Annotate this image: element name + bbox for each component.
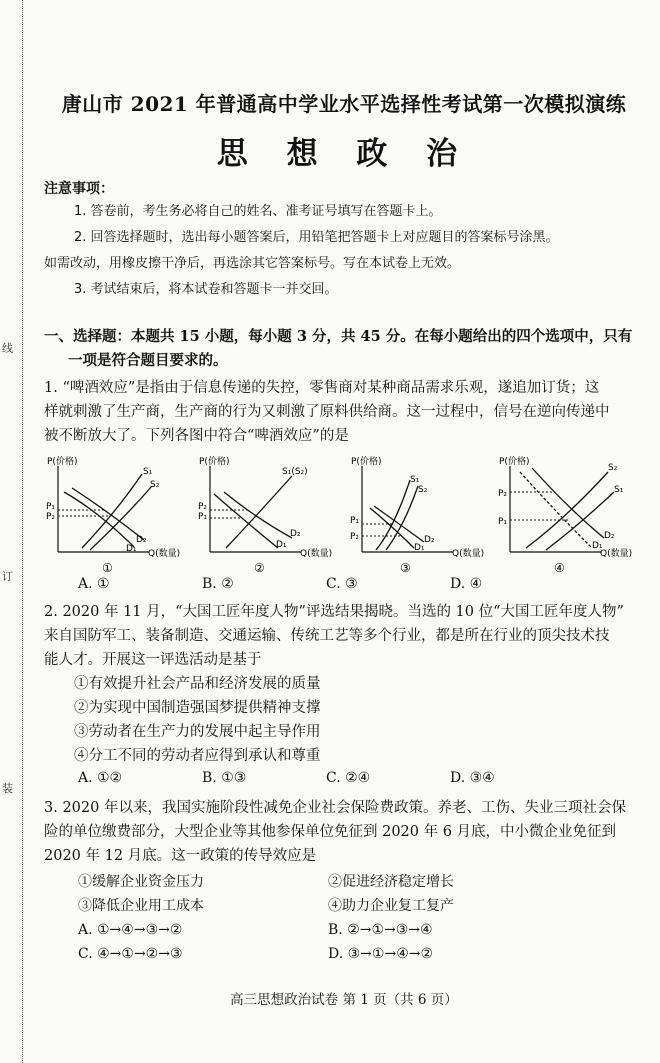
p2-label: P₂ [198, 502, 208, 512]
notice-item: 1. 答卷前，考生务必将自己的姓名、准考证号填写在答题卡上。 [74, 204, 442, 219]
p-axis-label: P(价格) [199, 457, 230, 467]
d2-curve [532, 468, 604, 538]
d2-label: D₂ [424, 535, 435, 545]
s2-label: S₂ [418, 485, 428, 495]
d1-label: D₁ [414, 543, 425, 553]
q1-line: 1. “啤酒效应”是指由于信息传递的失控，零售商对某种商品需求乐观，遂追加订货；这 [44, 380, 600, 396]
binding-mark: 装 [2, 782, 13, 795]
question-2 [44, 600, 650, 768]
d2-label: D₂ [604, 531, 615, 541]
graph-number: ③ [400, 561, 411, 575]
option-b: B. ② [202, 576, 234, 592]
q3-statement: ①缓解企业资金压力 [78, 874, 204, 890]
d2-curve [374, 506, 424, 542]
option-d: D. ③④ [450, 770, 495, 786]
graph-4 [496, 452, 636, 580]
graph-1-svg [44, 452, 184, 580]
s1-label: S₁ [614, 485, 624, 495]
page-footer: 高三思想政治试卷 第 1 页（共 6 页） [230, 992, 458, 1008]
section-line: 一项是符合题目要求的。 [68, 352, 228, 369]
graph-4-svg [496, 452, 646, 580]
q3-statement: ②促进经济稳定增长 [328, 874, 454, 890]
d1-curve [520, 472, 592, 548]
q3-statement: ③降低企业用工成本 [78, 898, 204, 914]
p1-label: P₁ [198, 512, 208, 522]
graph-3 [348, 452, 488, 580]
p1-label: P₁ [498, 517, 508, 527]
d2-label: D₂ [290, 529, 301, 539]
q2-line: 来自国防军工、装备制造、交通运输、传统工艺等多个行业，都是所在行业的顶尖技术技 [44, 628, 610, 644]
p-axis-label: P(价格) [351, 457, 382, 467]
q2-statement: ①有效提升社会产品和经济发展的质量 [74, 676, 321, 692]
notice-list [44, 200, 644, 301]
p2-label: P₂ [350, 532, 360, 542]
notice-item: 2. 回答选择题时，选出每小题答案后，用铅笔把答题卡上对应题目的答案标号涂黑。 [74, 230, 559, 245]
option-d: D. ④ [450, 576, 483, 592]
s2-curve [526, 472, 608, 548]
option-b: B. ②→①→③→④ [328, 922, 433, 938]
section-line: 一、选择题：本题共 15 小题，每小题 3 分，共 45 分。在每小题给出的四个选项中，只有 [44, 328, 633, 345]
graph-number: ① [102, 561, 113, 575]
q-axis-label: Q(数量) [148, 549, 181, 559]
p2-label: P₂ [46, 512, 56, 522]
s1s2-label: S₁(S₂) [282, 467, 308, 477]
graph-3-svg [348, 452, 488, 580]
question-1 [44, 376, 650, 448]
q3-statements [78, 870, 578, 966]
p1-label: P₁ [46, 502, 56, 512]
option-a: A. ①→④→③→② [78, 922, 183, 938]
option-a: A. ① [78, 576, 110, 592]
p2-label: P₂ [498, 489, 508, 499]
graph-number: ② [254, 561, 265, 575]
p1-label: P₁ [350, 516, 360, 526]
subject-title: 思 想 政 治 [216, 136, 472, 172]
q-axis-label: Q(数量) [452, 549, 485, 559]
q1-line: 样就刺激了生产商，生产商的行为又刺激了原料供给商。这一过程中，信号在逆向传递中 [44, 404, 610, 420]
notice-item: 如需改动，用橡皮擦干净后，再选涂其它答案标号。写在本试卷上无效。 [44, 256, 461, 271]
binding-margin [0, 0, 23, 1063]
option-b: B. ①③ [202, 770, 247, 786]
d1-label: D₁ [276, 540, 287, 550]
graph-2 [196, 452, 336, 580]
s2-label: S₂ [150, 480, 160, 490]
d1-label: D₁ [126, 544, 137, 554]
s2-label: S₂ [608, 463, 618, 473]
binding-mark: 订 [2, 570, 13, 583]
q2-line: 能人才。开展这一评选活动是基于 [44, 652, 262, 668]
notice-item: 3. 考试结束后，将本试卷和答题卡一并交回。 [74, 282, 338, 297]
q1-graphs [44, 452, 650, 580]
s1-curve [82, 474, 142, 548]
q3-statement: ④助力企业复工复产 [328, 898, 454, 914]
option-c: C. ②④ [326, 770, 371, 786]
q-axis-label: Q(数量) [300, 549, 333, 559]
graph-number: ④ [554, 561, 565, 575]
section-heading [44, 325, 650, 373]
q3-line: 3. 2020 年以来，我国实施阶段性减免企业社会保险费政策。养老、工伤、失业三项社会保 [44, 800, 626, 816]
d2-label: D₂ [136, 535, 147, 545]
q1-line: 被不断放大了。下列各图中符合“啤酒效应”的是 [44, 428, 349, 444]
q2-line: 2. 2020 年 11 月，“大国工匠年度人物”评选结果揭晓。当选的 10 位“大国工匠年度人物” [44, 604, 624, 620]
question-3 [44, 796, 650, 868]
s-curve [226, 476, 292, 548]
q3-line: 险的单位缴费部分，大型企业等其他参保单位免征到 2020 年 6 月底，中小微企业免征到 [44, 824, 617, 840]
s1-label: S₁ [410, 475, 420, 485]
option-c: C. ④→①→②→③ [78, 946, 183, 962]
binding-mark: 线 [2, 342, 13, 355]
q2-statement: ②为实现中国制造强国梦提供精神支撑 [74, 700, 321, 716]
q3-line: 2020 年 12 月底。这一政策的传导效应是 [44, 848, 317, 864]
s1-label: S₁ [143, 467, 153, 477]
graph-2-svg [196, 452, 336, 580]
d1-label: D₁ [592, 541, 603, 551]
q-axis-label: Q(数量) [600, 549, 633, 559]
notice-heading: 注意事项： [44, 181, 114, 197]
q2-statement: ④分工不同的劳动者应得到承认和尊重 [74, 748, 321, 764]
option-d: D. ③→①→④→② [328, 946, 434, 962]
q1-options [78, 576, 574, 592]
exam-title: 唐山市 2021 年普通高中学业水平选择性考试第一次模拟演练 [61, 92, 627, 116]
graph-1 [44, 452, 184, 580]
option-a: A. ①② [78, 770, 123, 786]
p-axis-label: P(价格) [499, 457, 530, 467]
p-axis-label: P(价格) [47, 457, 78, 467]
option-c: C. ③ [326, 576, 358, 592]
q2-options [78, 770, 574, 786]
q2-statement: ③劳动者在生产力的发展中起主导作用 [74, 724, 321, 740]
